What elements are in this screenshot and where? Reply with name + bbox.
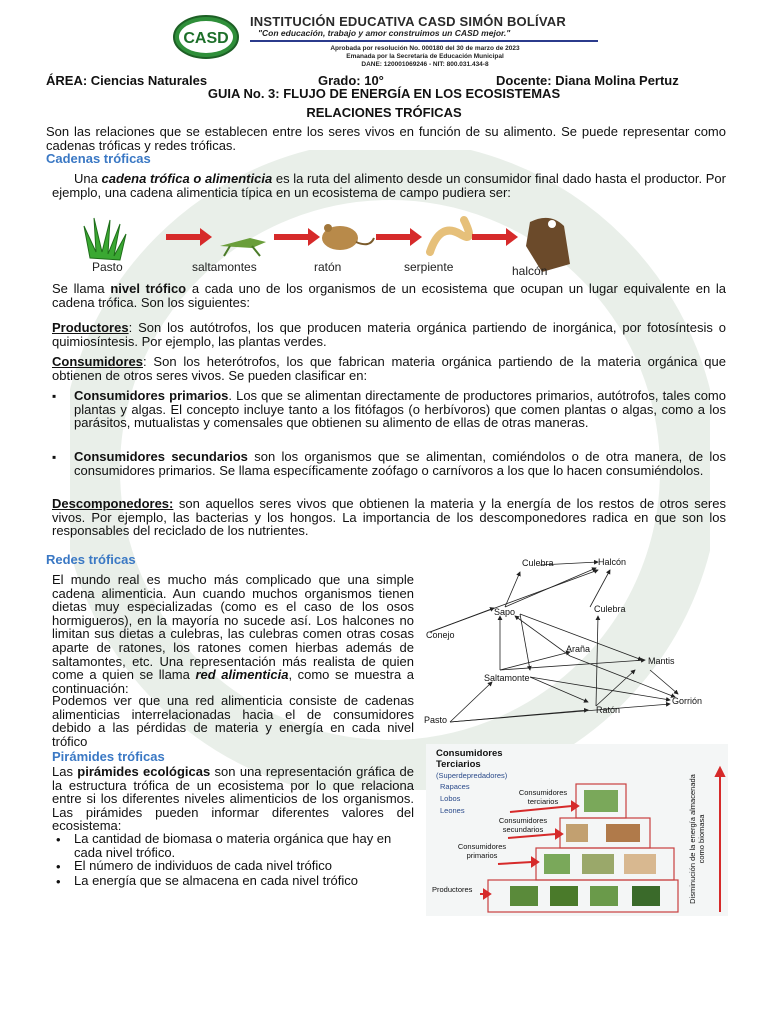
consumidores-paragraph: Consumidores: Son los heterótrofos, los que fabrican materia orgánica partiendo de la materia orgánica que obtienen de otros seres vivos. Se pueden clasificar en: bbox=[52, 354, 726, 383]
productores-paragraph: Productores: Son los autótrofos, los que producen materia orgánica partiendo de inorgánica, por fotosíntesis o quimiosíntesis. Por ejemplo, las plantas verdes. bbox=[52, 320, 726, 349]
secundarios-paragraph: Consumidores secundarios son los organismos que se alimentan, comiéndolos o de otra manera, de los consumidores primarios. Se llama específicamente zoófago o carnívoros a los que lo hacen consumiéndolos. bbox=[74, 449, 726, 478]
piramide-bullet-1: La cantidad de biomasa o materia orgánica que hay en cada nivel trófico. bbox=[74, 831, 392, 860]
pyramid-ex-2: Lobos bbox=[440, 794, 461, 803]
web-node-pasto: Pasto bbox=[424, 715, 448, 725]
chain-label-raton: ratón bbox=[314, 260, 342, 274]
primary-photo bbox=[544, 854, 570, 874]
intro-paragraph: Son las relaciones que se establecen entre los seres vivos en función de su alimento. Se puede representar como cadenas tróficas y redes tróficas. bbox=[46, 124, 726, 153]
piramides-paragraph: Las pirámides ecológicas son una representación gráfica de la estructura trófica de un ecosistema por lo que relaciona entre si los diferentes niveles alimenticios de los organismos. Las pirámides pueden informar diferentes valores del ecosistema: bbox=[52, 764, 414, 834]
pyramid-side-label: Disminución de la energía almacenada como biomasa bbox=[688, 774, 706, 904]
bullet-square-icon: ▪ bbox=[52, 450, 57, 464]
chain-label-saltamontes: saltamontes bbox=[192, 260, 257, 274]
web-node-sapo: Sapo bbox=[494, 607, 516, 617]
primary-photo bbox=[624, 854, 656, 874]
institution-name: INSTITUCIÓN EDUCATIVA CASD SIMÓN BOLÍVAR bbox=[250, 14, 566, 29]
predator-photo bbox=[584, 790, 618, 812]
web-node-arana: Araña bbox=[566, 644, 591, 654]
chain-label-halcon: halcón bbox=[512, 264, 548, 278]
nivel-paragraph: Se llama nivel trófico a cada uno de los organismos de un ecosistema que ocupan un lugar equivalente en la cadena trófica. Son los siguientes: bbox=[52, 281, 726, 310]
pyramid-level-productores: Productores bbox=[432, 885, 473, 894]
dane-line: DANE: 120001069246 - NIT: 800.031.434-8 bbox=[361, 61, 489, 68]
web-node-raton: Ratón bbox=[596, 705, 621, 715]
bullet-dot-icon: • bbox=[56, 832, 61, 847]
web-node-gorrion: Gorrión bbox=[672, 696, 703, 706]
producer-photo bbox=[632, 886, 660, 906]
pyramid-title-2: Terciarios bbox=[436, 759, 481, 770]
cadenas-heading: Cadenas tróficas bbox=[46, 151, 151, 166]
header-rule bbox=[250, 40, 598, 42]
issued-line: Emanada por la Secretaría de Educación Municipal bbox=[346, 53, 504, 60]
bullet-dot-icon: • bbox=[56, 859, 61, 874]
piramide-bullet-3: La energía que se almacena en cada nivel trófico bbox=[74, 873, 359, 888]
logo-text: CASD bbox=[183, 30, 229, 47]
section-title: RELACIONES TRÓFICAS bbox=[306, 105, 462, 120]
pyramid-ex-1: Rapaces bbox=[440, 782, 470, 791]
grade-label: Grado: 10° bbox=[318, 73, 384, 88]
producer-photo bbox=[550, 886, 578, 906]
arrow-icon bbox=[472, 228, 518, 246]
pyramid-title-1: Consumidores bbox=[436, 748, 503, 759]
secondary-photo bbox=[606, 824, 640, 842]
cadena-paragraph: Una cadena trófica o alimenticia es la ruta del alimento desde un consumidor final dado hasta el productor. Por ejemplo, una cadena alimenticia típica en un ecosistema de campo pudiera ser: bbox=[52, 171, 726, 200]
arrow-icon bbox=[376, 228, 422, 246]
pyramid-ex-3: Leones bbox=[440, 806, 465, 815]
descomponedores-paragraph: Descomponedores: son aquellos seres vivos que obtienen la materia y la energía de los restos de otros seres vivos. Por ejemplo, las bacterias y los hongos. La importancia de los descomponedores radica en que son los responsables del reciclado de los nutrientes. bbox=[52, 496, 726, 539]
teacher-label: Docente: Diana Molina Pertuz bbox=[496, 73, 679, 88]
producer-photo bbox=[590, 886, 618, 906]
web-node-culebra-top: Culebra bbox=[522, 558, 554, 568]
web-node-saltamonte: Saltamonte bbox=[484, 673, 530, 683]
approval-line: Aprobada por resolución No. 000180 del 30 de marzo de 2023 bbox=[330, 45, 520, 52]
primary-photo bbox=[582, 854, 614, 874]
redes-paragraph-2: Podemos ver que una red alimenticia consiste de cadenas alimenticias interrelacionadas hacia el de consumidores debido a las pérdidas de materia y energía en cada nivel trófico bbox=[52, 693, 414, 749]
secondary-photo bbox=[566, 824, 588, 842]
snake-icon bbox=[430, 220, 469, 252]
redes-paragraph: El mundo real es mucho más complicado que una simple cadena alimenticia. Aun cuando muchos organismos tienen dietas muy especializadas (como es el caso de los osos hormigueros), en la mayoría no sucede así. Los halcones no limitan sus dietas a culebras, las culebras comen otras cosas aparte de ratones, los ratones comen hierbas además de saltamontes, etc. Una representación más realista de quien come a quien se llama red alimenticia, como se muestra a continuación: bbox=[52, 572, 414, 696]
chain-label-serpiente: serpiente bbox=[404, 260, 454, 274]
piramides-heading: Pirámides tróficas bbox=[52, 749, 165, 764]
arrow-icon bbox=[274, 228, 320, 246]
web-node-culebra-mid: Culebra bbox=[594, 604, 626, 614]
guide-title: GUIA No. 3: FLUJO DE ENERGÍA EN LOS ECOSISTEMAS bbox=[207, 86, 561, 101]
web-node-halcon: Halcón bbox=[598, 557, 627, 567]
bullet-dot-icon: • bbox=[56, 874, 61, 889]
web-node-mantis: Mantis bbox=[648, 656, 675, 666]
web-node-conejo: Conejo bbox=[426, 630, 455, 640]
arrow-icon bbox=[166, 228, 212, 246]
pyramid-figure bbox=[426, 744, 728, 916]
grass-icon bbox=[84, 218, 126, 260]
mouse-icon bbox=[322, 224, 374, 250]
primarios-paragraph: Consumidores primarios. Los que se alimentan directamente de productores primarios, autótrofos, tales como plantas y algas. El concepto incluye tanto a los fitófagos (o herbívoros) que comen plantas o algas, como a los parásitos, mutualistas y comensales que obtienen su alimento de ellas de otras maneras. bbox=[74, 388, 726, 431]
pyramid-level-terciarios: Consumidores terciarios bbox=[518, 788, 568, 806]
producer-photo bbox=[510, 886, 538, 906]
bullet-square-icon: ▪ bbox=[52, 389, 57, 403]
casd-logo bbox=[172, 14, 240, 60]
grasshopper-icon bbox=[220, 238, 266, 256]
area-label: ÁREA: Ciencias Naturales bbox=[46, 73, 208, 88]
pyramid-super: (Superdepredadores) bbox=[436, 771, 508, 780]
chain-label-pasto: Pasto bbox=[92, 260, 123, 274]
piramide-bullet-2: El número de individuos de cada nivel trófico bbox=[74, 858, 332, 873]
institution-motto: "Con educación, trabajo y amor construimos un CASD mejor." bbox=[258, 28, 511, 38]
pyramid-level-primarios: Consumidores primarios bbox=[457, 842, 507, 860]
pyramid-level-secundarios: Consumidores secundarios bbox=[498, 816, 548, 834]
redes-heading: Redes tróficas bbox=[46, 552, 136, 567]
